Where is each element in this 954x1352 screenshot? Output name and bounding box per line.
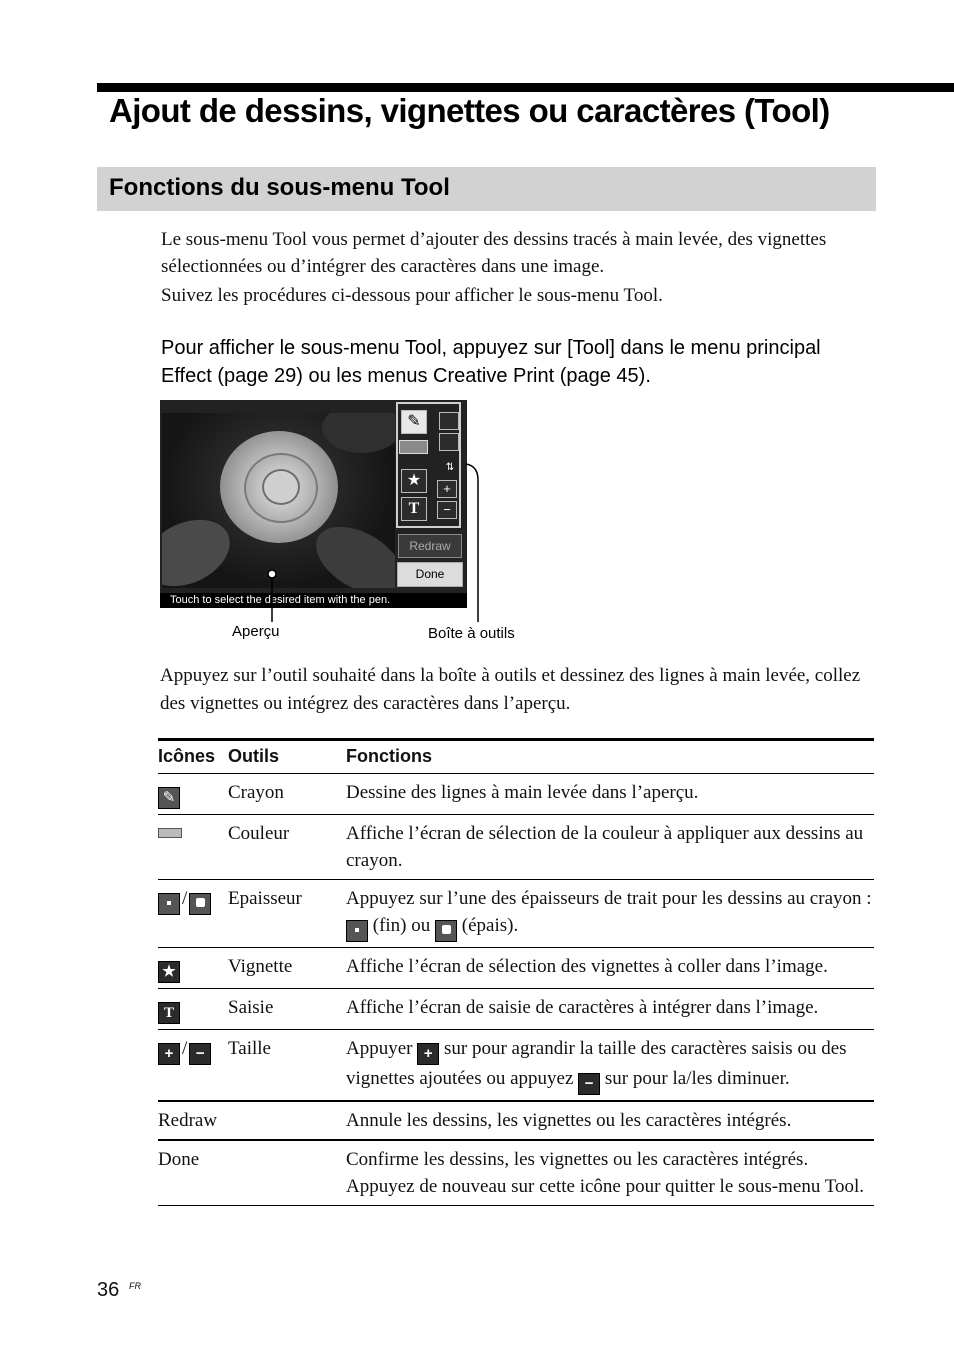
title-rule [97, 83, 954, 92]
rose-center [262, 469, 300, 505]
pencil-icon: ✎ [158, 787, 180, 809]
header-icons: Icônes [158, 740, 228, 774]
tool-cell: Taille [228, 1030, 346, 1102]
icon-separator: / [182, 888, 188, 909]
function-cell: Affiche l’écran de saisie de caractères à intégrer dans l’image. [346, 989, 874, 1030]
tool-cell: Couleur [228, 815, 346, 880]
stamp-tool-button[interactable] [401, 469, 427, 493]
table-row [158, 1140, 874, 1206]
tool-cell: Vignette [228, 948, 346, 989]
thick-line-button[interactable] [439, 433, 459, 451]
text-icon: T [408, 500, 420, 517]
size-arrows-icon: ⇅ [445, 462, 455, 473]
section-header [97, 167, 876, 211]
preview-area[interactable] [162, 413, 395, 588]
text-icon: T [158, 1002, 180, 1024]
icon-cell [158, 880, 228, 948]
function-cell: Affiche l’écran de sélection des vignettes à coller dans l’image. [346, 948, 874, 989]
table-row [158, 948, 874, 989]
icon-cell [158, 1030, 228, 1102]
leaf-shape [322, 413, 395, 453]
header-functions: Fonctions [346, 740, 874, 774]
icon-cell [158, 948, 228, 989]
function-cell: Annule les dessins, les vignettes ou les caractères intégrés. [346, 1101, 874, 1140]
intro-text [161, 226, 876, 309]
header-tools: Outils [228, 740, 346, 774]
thin-line-button[interactable] [439, 412, 459, 430]
leaf-shape [162, 507, 240, 588]
minus-icon: − [443, 502, 451, 517]
text-tool-button[interactable] [401, 497, 427, 521]
tool-cell: Epaisseur [228, 880, 346, 948]
intro-paragraph-1: Le sous-menu Tool vous permet d’ajouter des dessins tracés à main levée, des vignettes sélectionnées ou d’intégrer des caractères dans une image. [161, 229, 827, 277]
plus-icon: + [158, 1043, 180, 1065]
icon-cell [158, 774, 228, 815]
star-icon: ★ [158, 961, 180, 983]
page-title: Ajout de dessins, vignettes ou caractères (Tool) [109, 92, 830, 129]
color-swatch-icon [158, 828, 182, 838]
functions-table [158, 738, 874, 1206]
page-number: 36 [97, 1279, 120, 1301]
done-button[interactable]: Done [397, 562, 463, 587]
table-row [158, 1101, 874, 1140]
tool-cell: Saisie [228, 989, 346, 1030]
icon-separator: / [182, 1038, 188, 1059]
function-cell: Dessine des lignes à main levée dans l’aperçu. [346, 774, 874, 815]
callout-toolbox-label: Boîte à outils [428, 625, 515, 642]
function-cell: Appuyer + sur pour agrandir la taille des caractères saisis ou des vignettes ajoutées ou appuyez − sur pour la/les diminuer. [346, 1030, 874, 1102]
tool-cell: Redraw [158, 1101, 346, 1140]
color-button[interactable] [399, 440, 428, 454]
table-row [158, 989, 874, 1030]
section-title: Fonctions du sous-menu Tool [109, 174, 450, 201]
thin-line-icon [346, 920, 368, 942]
after-figure-paragraph: Appuyez sur l’outil souhaité dans la boîte à outils et dessinez des lignes à main levée, collez des vignettes ou intégrez des caractères dans l’aperçu. [160, 665, 861, 714]
tool-cell: Crayon [228, 774, 346, 815]
pencil-tool-button[interactable] [401, 410, 427, 434]
intro-paragraph-2: Suivez les procédures ci-dessous pour afficher le sous-menu Tool. [161, 285, 663, 306]
thick-line-icon [189, 893, 211, 915]
page-language: FR [129, 1281, 141, 1291]
function-cell: Affiche l’écran de sélection de la couleur à appliquer aux dessins au crayon. [346, 815, 874, 880]
status-bar: Touch to select the desired item with the pen. [160, 593, 467, 608]
function-cell: Appuyez sur l’une des épaisseurs de trait pour les dessins au crayon : (fin) ou (épais). [346, 880, 874, 948]
instruction-heading: Pour afficher le sous-menu Tool, appuyez sur [Tool] dans le menu principal Effect (page 29) ou les menus Creative Print (page 45). [161, 337, 821, 387]
minus-icon: − [189, 1043, 211, 1065]
redraw-button[interactable]: Redraw [398, 534, 462, 558]
callout-preview-label: Aperçu [232, 623, 280, 640]
tool-screen-figure [160, 400, 467, 608]
function-cell: Confirme les dessins, les vignettes ou les caractères intégrés. Appuyez de nouveau sur cette icône pour quitter le sous-menu Tool. [346, 1140, 874, 1206]
icon-cell [158, 989, 228, 1030]
tool-cell: Done [158, 1140, 346, 1206]
plus-icon: + [443, 481, 451, 496]
table-row [158, 1030, 874, 1102]
thin-line-icon [158, 893, 180, 915]
size-minus-button[interactable] [437, 501, 457, 519]
icon-cell [158, 815, 228, 880]
thick-line-icon [435, 920, 457, 942]
pencil-icon: ✎ [407, 413, 421, 430]
table-row [158, 815, 874, 880]
size-plus-button[interactable] [437, 480, 457, 498]
star-icon: ★ [406, 472, 422, 489]
table-row [158, 774, 874, 815]
plus-icon: + [417, 1043, 439, 1065]
minus-icon: − [578, 1073, 600, 1095]
table-header-row [158, 740, 874, 774]
table-row [158, 880, 874, 948]
